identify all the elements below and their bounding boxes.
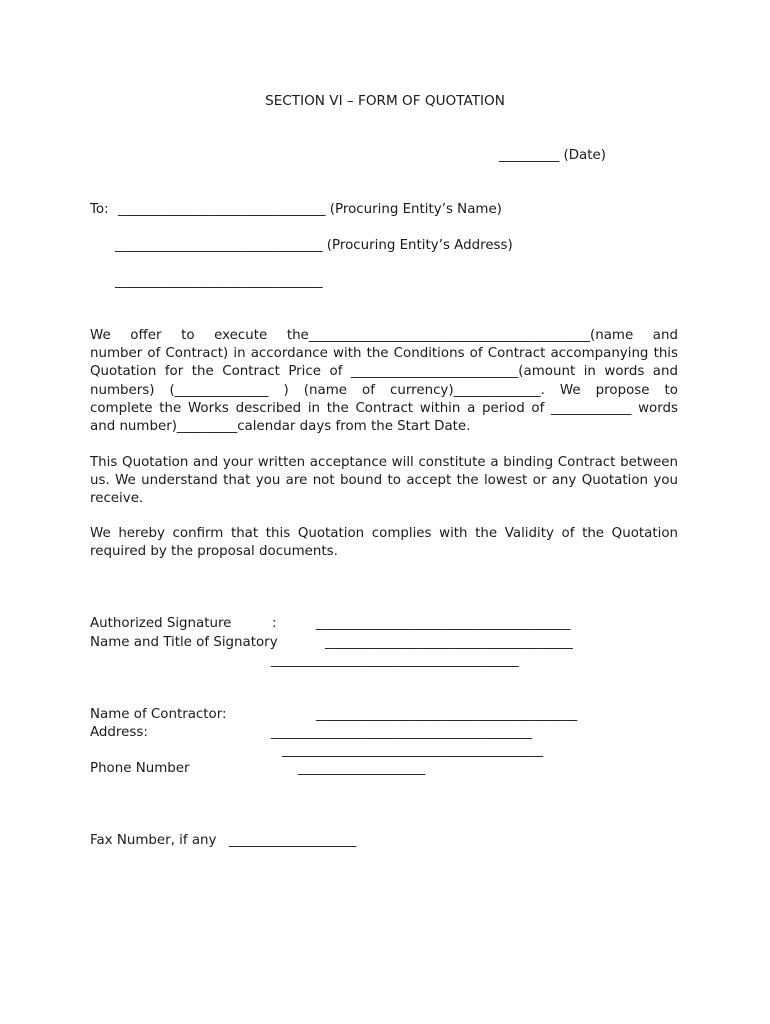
offer-line-5: complete the Works described in the Contract within a period of ____________ words [90, 400, 678, 416]
address-label: Address: [90, 725, 148, 740]
to-label: To: [90, 202, 113, 217]
document-title: SECTION VI – FORM OF QUOTATION [265, 93, 505, 109]
authorized-signature-field[interactable]: ______________________________________ [316, 616, 571, 631]
validity-line-2: required by the proposal documents. [90, 544, 338, 560]
procuring-entity-extra-line[interactable]: _______________________________ [115, 274, 323, 289]
fax-number-field[interactable]: ___________________ [229, 833, 357, 848]
authorized-signature-colon: : [272, 616, 277, 631]
acceptance-line-3: receive. [90, 491, 144, 507]
name-title-signatory-label: Name and Title of Signatory [90, 635, 278, 650]
procuring-entity-name-field[interactable]: _______________________________ (Procuring Entity’s Name) [118, 202, 502, 217]
offer-line-6: and number)_________calendar days from the Start Date. [90, 419, 471, 435]
acceptance-line-2: us. We understand that you are not bound to accept the lowest or any Quotation you [90, 473, 678, 489]
phone-number-field[interactable]: ___________________ [298, 761, 426, 776]
acceptance-paragraph [90, 454, 678, 509]
address-field-2[interactable]: _______________________________________ [282, 743, 544, 758]
offer-line-1: We offer to execute the__________________________________________(name and [90, 328, 678, 343]
offer-line-4: numbers) (______________ ) (name of currency)_____________. We propose to [90, 382, 678, 398]
contractor-name-field[interactable]: _______________________________________ [316, 707, 578, 722]
validity-line-1: We hereby confirm that this Quotation complies with the Validity of the Quotation [90, 526, 678, 541]
validity-paragraph [90, 525, 678, 561]
acceptance-line-1: This Quotation and your written acceptance will constitute a binding Contract between [90, 455, 678, 470]
phone-number-label: Phone Number [90, 761, 190, 776]
offer-line-2: number of Contract) in accordance with the Conditions of Contract accompanying this [90, 346, 678, 362]
fax-number-label: Fax Number, if any [90, 833, 217, 848]
authorized-signature-label: Authorized Signature [90, 616, 232, 631]
address-field[interactable]: _______________________________________ [271, 725, 533, 740]
name-title-signatory-field[interactable]: _____________________________________ [325, 635, 573, 650]
procuring-entity-address-field[interactable]: _______________________________ (Procuring Entity’s Address) [115, 238, 513, 253]
name-title-signatory-field-2[interactable]: _____________________________________ [271, 653, 519, 668]
offer-line-3: Quotation for the Contract Price of _________________________(amount in words and [90, 364, 678, 380]
offer-paragraph [90, 327, 678, 436]
contractor-name-label: Name of Contractor: [90, 707, 227, 722]
date-field[interactable]: _________ (Date) [499, 148, 606, 163]
